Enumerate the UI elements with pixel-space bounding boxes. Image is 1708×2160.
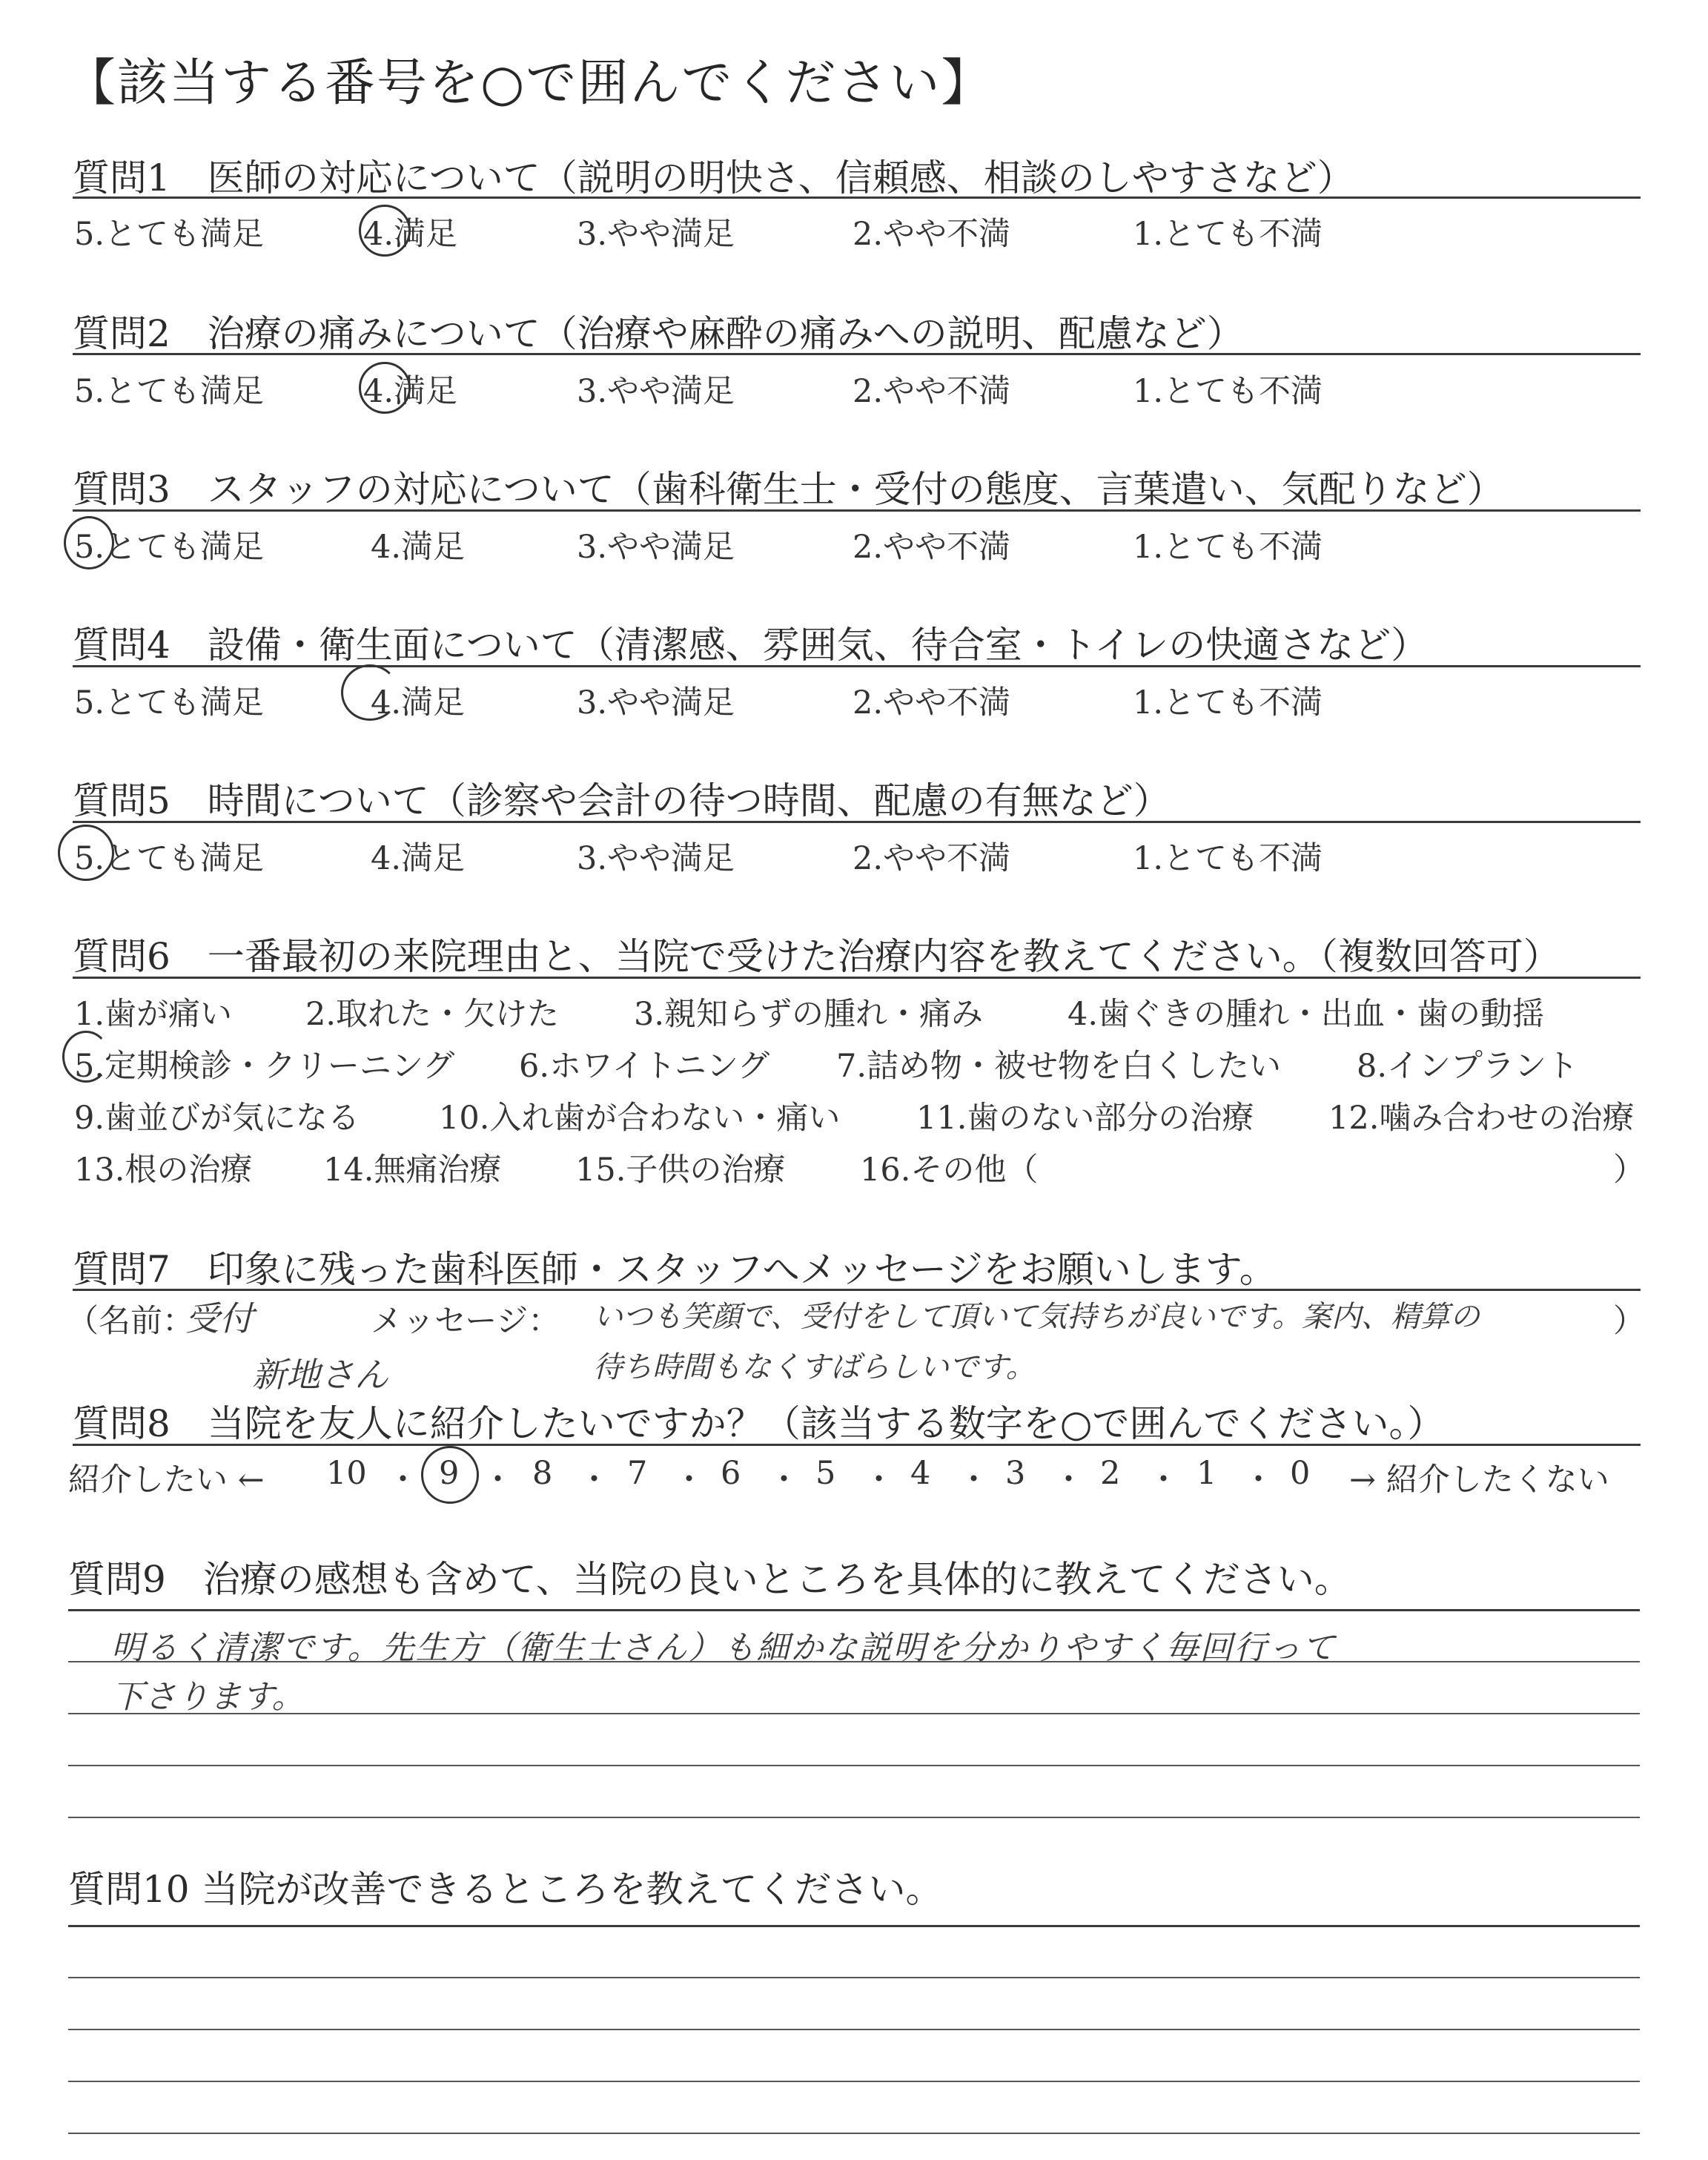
q2-option-2[interactable]: 2.やや不満 bbox=[853, 373, 1011, 410]
q3-selection-circle bbox=[64, 516, 114, 569]
form-header: 【該当する番号を○で囲んでください】 bbox=[65, 54, 993, 113]
question-7-title: 質問7 印象に残った歯科医師・スタッフへメッセージをお願いします。 bbox=[73, 1248, 1277, 1291]
q8-left-label: 紹介したい ← bbox=[68, 1462, 265, 1499]
q2-selection-circle bbox=[359, 362, 411, 414]
q4-selection-circle bbox=[341, 664, 399, 721]
q8-separator: ・ bbox=[768, 1462, 800, 1499]
q8-separator: ・ bbox=[1053, 1462, 1085, 1499]
q4-option-5[interactable]: 5.とても満足 bbox=[74, 684, 265, 721]
question-7-rule bbox=[73, 1289, 1641, 1291]
q8-scale-3[interactable]: 3 bbox=[1005, 1455, 1026, 1492]
q2-option-1[interactable]: 1.とても不満 bbox=[1133, 373, 1323, 410]
q5-option-1[interactable]: 1.とても不満 bbox=[1133, 840, 1323, 877]
q1-option-2[interactable]: 2.やや不満 bbox=[853, 216, 1011, 253]
q9-answer-handwritten-1: 明るく清潔です。先生方（衛生士さん）も細かな説明を分かりやすく毎回行って bbox=[111, 1629, 1337, 1667]
q8-separator: ・ bbox=[958, 1462, 990, 1499]
q8-separator: ・ bbox=[863, 1462, 895, 1499]
q6-option-15[interactable]: 15.子供の治療 bbox=[575, 1152, 786, 1189]
q3-option-4[interactable]: 4.満足 bbox=[371, 529, 466, 566]
q3-option-2[interactable]: 2.やや不満 bbox=[853, 529, 1011, 566]
question-6-rule bbox=[73, 977, 1641, 979]
q5-option-4[interactable]: 4.満足 bbox=[371, 840, 466, 877]
q1-selection-circle bbox=[359, 205, 411, 257]
q8-scale-6[interactable]: 6 bbox=[721, 1455, 741, 1492]
q6-option-14[interactable]: 14.無痛治療 bbox=[323, 1152, 502, 1189]
q8-scale-2[interactable]: 2 bbox=[1100, 1455, 1121, 1492]
q6-option-12[interactable]: 12.噛み合わせの治療 bbox=[1328, 1100, 1635, 1137]
q10-answer-line-2 bbox=[68, 1977, 1640, 1978]
q4-option-3[interactable]: 3.やや満足 bbox=[577, 684, 735, 721]
q4-option-1[interactable]: 1.とても不満 bbox=[1133, 684, 1323, 721]
q6-option-1[interactable]: 1.歯が痛い bbox=[74, 996, 233, 1033]
q2-option-5[interactable]: 5.とても満足 bbox=[74, 373, 265, 410]
q6-other-close-paren: ） bbox=[1613, 1152, 1645, 1189]
q7-name-label: （名前： bbox=[67, 1303, 194, 1340]
question-9-title: 質問9 治療の感想も含めて、当院の良いところを具体的に教えてください。 bbox=[68, 1558, 1351, 1601]
q7-close-paren: ） bbox=[1613, 1303, 1645, 1340]
q8-right-label: → 紹介したくない bbox=[1349, 1462, 1609, 1499]
q8-scale-7[interactable]: 7 bbox=[627, 1455, 648, 1492]
question-10-title: 質問10 当院が改善できるところを教えてください。 bbox=[68, 1868, 943, 1911]
q5-option-2[interactable]: 2.やや不満 bbox=[853, 840, 1011, 877]
q7-message-label: メッセージ： bbox=[371, 1303, 560, 1340]
q5-option-5[interactable]: 5.とても満足 bbox=[74, 840, 265, 877]
q6-option-6[interactable]: 6.ホワイトニング bbox=[519, 1048, 770, 1085]
question-2-title: 質問2 治療の痛みについて（治療や麻酔の痛みへの説明、配慮など） bbox=[73, 312, 1244, 355]
q8-scale-4[interactable]: 4 bbox=[910, 1455, 931, 1492]
q6-option-3[interactable]: 3.親知らずの腫れ・痛み bbox=[634, 996, 984, 1033]
q8-separator: ・ bbox=[673, 1462, 705, 1499]
q8-separator: ・ bbox=[387, 1462, 419, 1499]
q6-option-4[interactable]: 4.歯ぐきの腫れ・出血・歯の動揺 bbox=[1068, 996, 1545, 1033]
q7-name-handwritten-1: 受付 bbox=[185, 1298, 254, 1338]
q9-answer-line-5 bbox=[68, 1817, 1640, 1818]
q3-option-5[interactable]: 5.とても満足 bbox=[74, 529, 265, 566]
q7-message-handwritten-2: 待ち時間もなくすばらしいです。 bbox=[593, 1350, 1036, 1384]
q9-answer-handwritten-2: 下さります。 bbox=[111, 1678, 305, 1716]
q9-answer-line-1 bbox=[68, 1609, 1640, 1611]
q8-selection-circle bbox=[421, 1446, 479, 1504]
q6-option-11[interactable]: 11.歯のない部分の治療 bbox=[916, 1100, 1254, 1137]
question-8-title: 質問8 当院を友人に紹介したいですか？（該当する数字を○で囲んでください。） bbox=[73, 1402, 1445, 1445]
question-4-title: 質問4 設備・衛生面について（清潔感、雰囲気、待合室・トイレの快適さなど） bbox=[73, 624, 1429, 667]
q8-scale-5[interactable]: 5 bbox=[815, 1455, 836, 1492]
q8-separator: ・ bbox=[1242, 1462, 1274, 1499]
q6-option-8[interactable]: 8.インプラント bbox=[1357, 1048, 1579, 1085]
q8-scale-1[interactable]: 1 bbox=[1196, 1455, 1217, 1492]
q8-separator: ・ bbox=[1148, 1462, 1179, 1499]
q8-scale-0[interactable]: 0 bbox=[1290, 1455, 1311, 1492]
q10-answer-line-3 bbox=[68, 2029, 1640, 2030]
question-2-rule bbox=[73, 353, 1641, 355]
q6-selection-circle bbox=[62, 1031, 110, 1083]
question-6-title: 質問6 一番最初の来院理由と、当院で受けた治療内容を教えてください。（複数回答可） bbox=[73, 935, 1560, 978]
q5-option-3[interactable]: 3.やや満足 bbox=[577, 840, 735, 877]
q4-option-2[interactable]: 2.やや不満 bbox=[853, 684, 1011, 721]
q8-separator: ・ bbox=[578, 1462, 610, 1499]
q6-option-10[interactable]: 10.入れ歯が合わない・痛い bbox=[439, 1100, 841, 1137]
q6-option-7[interactable]: 7.詰め物・被せ物を白くしたい bbox=[836, 1048, 1282, 1085]
q10-answer-line-5 bbox=[68, 2133, 1640, 2134]
q6-option-5[interactable]: 5.定期検診・クリーニング bbox=[74, 1048, 455, 1085]
q6-option-16[interactable]: 16.その他（ bbox=[860, 1152, 1039, 1189]
q8-scale-10[interactable]: 10 bbox=[326, 1455, 367, 1492]
q1-option-5[interactable]: 5.とても満足 bbox=[74, 216, 265, 253]
question-5-rule bbox=[73, 821, 1641, 823]
q5-selection-circle bbox=[58, 825, 114, 881]
q4-option-4[interactable]: 4.満足 bbox=[371, 684, 466, 721]
question-4-rule bbox=[73, 665, 1641, 667]
q2-option-3[interactable]: 3.やや満足 bbox=[577, 373, 735, 410]
q3-option-3[interactable]: 3.やや満足 bbox=[577, 529, 735, 566]
q8-separator: ・ bbox=[482, 1462, 514, 1499]
q10-answer-line-4 bbox=[68, 2081, 1640, 2082]
q6-option-13[interactable]: 13.根の治療 bbox=[74, 1152, 253, 1189]
q7-message-handwritten-1: いつも笑顔で、受付をして頂いて気持ちが良いです。案内、精算の bbox=[593, 1300, 1480, 1334]
q9-answer-line-4 bbox=[68, 1765, 1640, 1766]
q6-option-9[interactable]: 9.歯並びが気になる bbox=[74, 1100, 360, 1137]
question-3-title: 質問3 スタッフの対応について（歯科衛生士・受付の態度、言葉遣い、気配りなど） bbox=[73, 468, 1504, 511]
q2-option-4[interactable]: 4.満足 bbox=[363, 373, 458, 410]
q1-option-4[interactable]: 4.満足 bbox=[363, 216, 458, 253]
q6-option-2[interactable]: 2.取れた・欠けた bbox=[305, 996, 560, 1033]
question-5-title: 質問5 時間について（診察や会計の待つ時間、配慮の有無など） bbox=[73, 779, 1171, 822]
q8-scale-8[interactable]: 8 bbox=[532, 1455, 553, 1492]
q3-option-1[interactable]: 1.とても不満 bbox=[1133, 529, 1323, 566]
q1-option-1[interactable]: 1.とても不満 bbox=[1133, 216, 1323, 253]
q7-name-handwritten-2: 新地さん bbox=[252, 1355, 388, 1395]
q8-scale-9[interactable]: 9 bbox=[439, 1455, 460, 1492]
question-3-rule bbox=[73, 509, 1641, 512]
question-1-rule bbox=[73, 196, 1641, 199]
q10-answer-line-1 bbox=[68, 1925, 1640, 1927]
question-8-rule bbox=[73, 1444, 1641, 1446]
q1-option-3[interactable]: 3.やや満足 bbox=[577, 216, 735, 253]
question-1-title: 質問1 医師の対応について（説明の明快さ、信頼感、相談のしやすさなど） bbox=[73, 156, 1354, 199]
